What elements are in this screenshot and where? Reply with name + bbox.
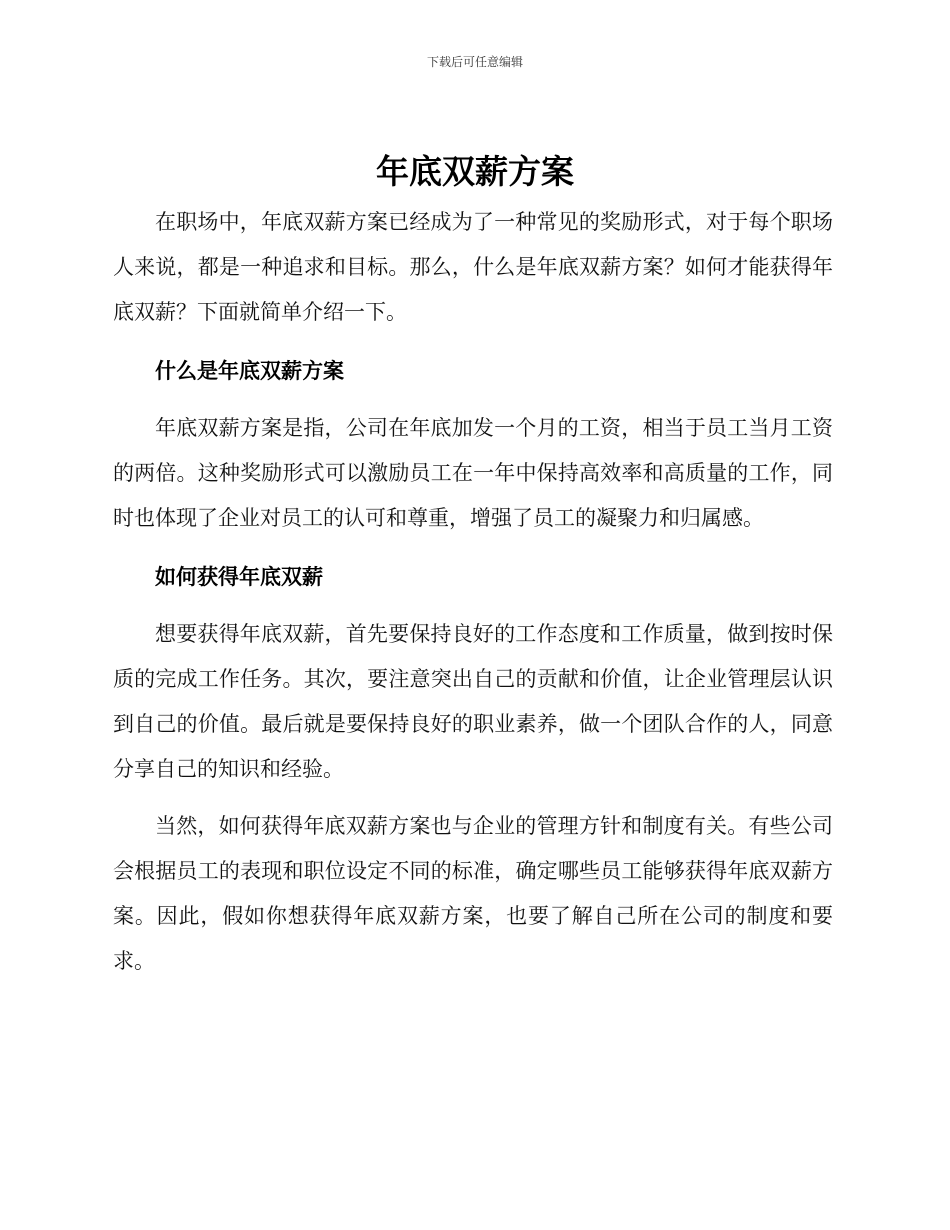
section-what-is-paragraph: 年底双薪方案是指，公司在年底加发一个月的工资，相当于员工当月工资的两倍。这种奖励形式可以激励员工在一年中保持高效率和高质量的工作，同时也体现了企业对员工的认可和尊重，增强了员工的凝聚力和归属感。 bbox=[113, 416, 833, 530]
intro-paragraph: 在职场中，年底双薪方案已经成为了一种常见的奖励形式，对于每个职场人来说，都是一种追求和目标。那么，什么是年底双薪方案？如何才能获得年底双薪？下面就简单介绍一下。 bbox=[113, 210, 833, 324]
document-body bbox=[113, 200, 833, 984]
header-note: 下载后可任意编辑 bbox=[426, 55, 523, 69]
section-how-to-get-paragraph-1: 想要获得年底双薪，首先要保持良好的工作态度和工作质量，做到按时保质的完成工作任务。其次，要注意突出自己的贡献和价值，让企业管理层认识到自己的价值。最后就是要保持良好的职业素养，做一个团队合作的人，同意分享自己的知识和经验。 bbox=[113, 622, 833, 781]
section-heading-what-is: 什么是年底双薪方案 bbox=[155, 359, 344, 383]
document-title: 年底双薪方案 bbox=[376, 152, 574, 191]
section-heading-how-to-get: 如何获得年底双薪 bbox=[155, 565, 323, 589]
section-how-to-get-paragraph-2: 当然，如何获得年底双薪方案也与企业的管理方针和制度有关。有些公司会根据员工的表现和职位设定不同的标准，确定哪些员工能够获得年底双薪方案。因此，假如你想获得年底双薪方案，也要了解自己所在公司的制度和要求。 bbox=[113, 814, 833, 973]
